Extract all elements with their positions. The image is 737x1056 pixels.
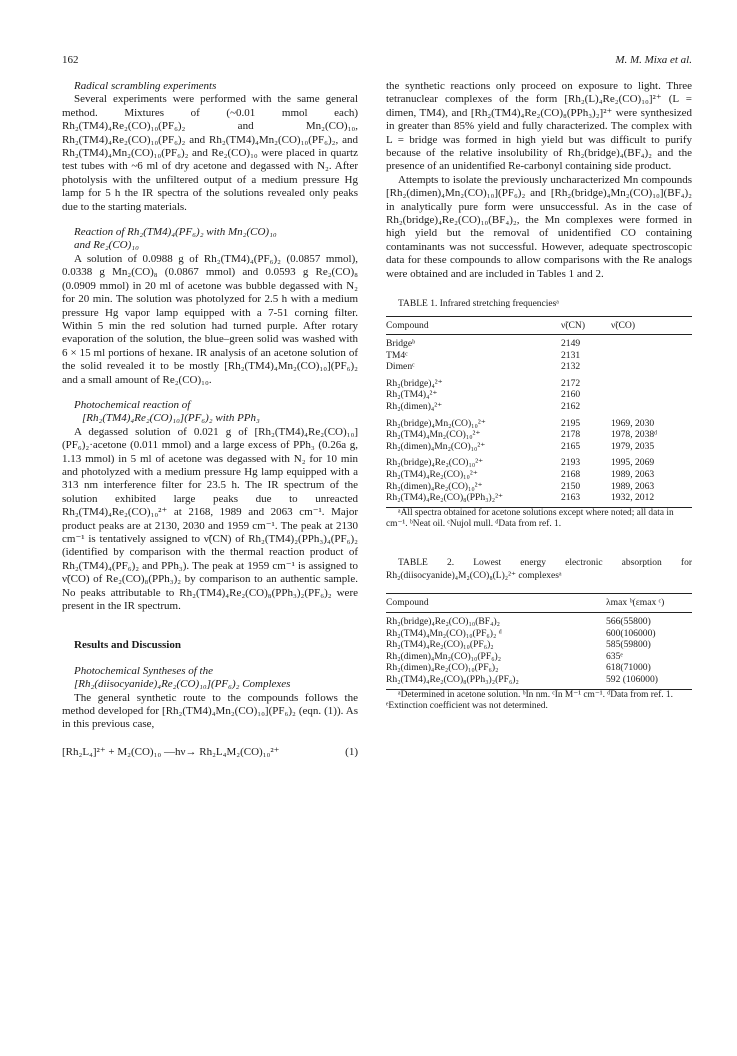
table-cell: 1995, 2069 [611,457,655,469]
table-row [386,651,692,663]
running-head: M. M. Mixa et al. [615,54,692,66]
table-cell: 2150 [561,480,581,492]
paragraph-reaction: A solution of 0.0988 g of Rh₂(TM4)₄(PF₆)₂ (0.0857 mmol), 0.0338 g Mn₂(CO)₈ (0.0867 mmol) and 0.0593 g Re₂(CO)₈ (0.0909 mmol) in 20 ml of acetone was bubble degassed with N₂ for 20 min. The solution was photolyzed for 2.5 h with a medium pressure Hg vapor lamp equipped with a 7-51 corning filter. Within 5 min the red solution had turned purple. After rotary evaporation of the solution, the blue–green solid was washed with 6 × 15 ml portions of hexane. IR analysis of an acetone solution of the solid revealed it to be mostly [Rh₂(TM4)₄Mn₂(CO)₁₀](PF₆)₂ and a small amount of Re₂(CO)₁₀. [62,252,358,386]
table-2-header-lambda: λmax ᵇ(εmax ᶜ) [606,594,692,613]
table-cell [611,389,692,401]
table-cell [611,350,692,362]
table-cell: Rh₂(TM4)₄Re₂(CO)₁₀(PF₆)₂ [386,639,494,651]
table-row [386,418,692,430]
table-cell: 2162 [561,401,581,413]
table-row [386,674,692,689]
table-cell: 2178 [561,429,581,441]
table-cell: 635ᵉ [606,650,623,662]
table-cell: Rh₂(bridge)₄Mn₂(CO)₁₀²⁺ [386,417,486,429]
table-cell: 585(59800) [606,639,651,651]
table-cell [611,335,692,350]
table-cell: Rh₂(TM4)₄Mn₂(CO)₁₀²⁺ [386,429,481,441]
table-row [386,389,692,401]
table-row [386,429,692,441]
table-1-grid [386,316,692,508]
table-cell: Rh₂(dimen)₄Re₂(CO)₁₀²⁺ [386,480,483,492]
table-cell: Rh₂(dimen)₄Mn₂(CO)₁₀(PF₆)₂ [386,650,502,662]
right-column [386,80,692,712]
table-1-header-cn: ν̃(CN) [561,316,611,335]
table-cell: Dimenᶜ [386,361,415,373]
table-cell: Rh₂(TM4)₄Re₂(CO)₈(PPh₃)₂(PF₆)₂ [386,674,606,689]
table-1-header-compound: Compound [386,316,561,335]
table-2-header-compound: Compound [386,594,606,613]
table-1-footnote: ᵃAll spectra obtained for acetone solutions except where noted; all data in cm⁻¹. ᵇNeat oil. ᶜNujol mull. ᵈData from ref. 1. [386,507,674,530]
equation-1 [62,746,358,759]
section-heading-reaction-line1: Reaction of Rh₂(TM4)₄(PF₆)₂ with Mn₂(CO)₁₀ [74,226,277,239]
table-2-header-row [386,594,692,613]
equation-text: [Rh₂L₄]²⁺ + M₂(CO)₁₀ —hν→ Rh₂L₄M₂(CO)₁₀²⁺ [62,745,280,758]
table-cell: 618(71000) [606,662,651,674]
table-cell: Rh₂(TM4)₄Re₂(CO)₈(PPh₃)₂²⁺ [386,492,561,507]
table-cell [611,361,692,378]
table-cell: 2160 [561,389,581,401]
table-2-grid [386,593,692,689]
table-cell: Rh₂(bridge)₄Re₂(CO)₁₀(BF₄)₂ [386,616,501,628]
table-row [386,639,692,651]
table-cell: 1989, 2063 [611,469,655,481]
left-column [62,80,358,759]
table-row [386,401,692,418]
paragraph-continued: the synthetic reactions only proceed on exposure to light. Three tetranuclear complexes of the form [Rh₂(L)₄Re₂(CO)₁₀]²⁺ (L = dimen, TM4), and [Rh₂(TM4)₄Re₂(CO)₈(PPh₃)₂]²⁺ were synthesized in greater than 85% yield and fully characterized. The complex with L = bridge was formed in high yield but was difficult to purify because of the relative insolubility of Rh₂(bridge)₄(BF₄)₂ and the presence of an unidentified Re-carbonyl containing side product. [386,80,692,173]
paragraph-mn-compounds: Attempts to isolate the previously uncharacterized Mn compounds [Rh₂(dimen)₄Mn₂(CO)₁₀](PF₆)₂ and [Rh₂(bridge)₄Mn₂(CO)₁₀](BF₄)₂ in analytically pure form were unsuccessful. As in the case of Rh₂(bridge)₄Re₂(CO)₁₀(BF₄)₂, the Mn complexes were formed in high yield but the removal of unidentified CO containing contaminants was not successful. However, adequate spectroscopic data for these compounds to allow comparisons with the Re analogs were obtained and are included in Tables 1 and 2. [386,173,692,280]
table-1-header-row [386,316,692,335]
table-cell: Bridgeᵇ [386,338,416,350]
table-1-title: TABLE 1. Infrared stretching frequenciesᵃ [398,299,559,310]
table-row [386,481,692,493]
table-2-footnote: ᵃDetermined in acetone solution. ᵇIn nm. ᶜIn M⁻¹ cm⁻¹. ᵈData from ref. 1. ᵉExtinction coefficient was not determined. [386,689,673,711]
table-cell: 2172 [561,377,581,389]
table-1 [386,298,692,531]
table-cell: 2149 [561,338,581,350]
table-row [386,662,692,674]
table-cell: 2163 [561,492,611,507]
subsection-heading-syntheses-line2: [Rh₂(diisocyanide)₄Re₂(CO)₁₀](PF₆)₂ Complexes [74,678,291,691]
page-number: 162 [62,54,79,66]
table-row [386,469,692,481]
table-cell: 2195 [561,417,581,429]
paragraph-radical-scrambling: Several experiments were performed with the same general method. Mixtures of (~0.01 mmol each) Rh₂(TM4)₄Re₂(CO)₁₀(PF₆)₂ and Mn₂(CO)₁₀, Rh₂(TM4)₄Re₂(CO)₁₀(PF₆)₂ and Rh₂(TM4)₄Mn₂(CO)₁₀(PF₆)₂, and Rh₂(TM4)₄Mn₂(CO)₁₀(PF₆)₂ and Re₂(CO)₁₀ were placed in quartz test tubes with ~6 ml of dry acetone and degassed with N₂. After photolysis with the unfiltered output of a medium pressure Hg lamp for 5 h the IR spectra of the solutions revealed only peaks due to the starting materials. [62,93,358,213]
table-cell: Rh₂(dimen)₄Mn₂(CO)₁₀²⁺ [386,440,486,452]
table-cell: Rh₂(dimen)₄²⁺ [386,401,443,413]
section-heading-photochemical-line1: Photochemical reaction of [74,398,191,411]
table-cell [611,378,692,390]
equation-number: (1) [345,745,358,758]
table-row [386,350,692,362]
table-cell: Rh₂(TM4)₄Re₂(CO)₁₀²⁺ [386,469,478,481]
table-row [386,613,692,628]
table-row [386,378,692,390]
table-cell: 2132 [561,361,581,373]
table-1-header-co: ν̃(CO) [611,316,692,335]
table-cell: 1978, 2038ᵈ [611,429,658,441]
table-row [386,441,692,458]
paragraph-photochemical: A degassed solution of 0.021 g of [Rh₂(TM4)₄Re₂(CO)₁₀](PF₆)₂·acetone (0.011 mmol) and a large excess of PPh₃ (0.26a g, 1.13 mmol) in 5 ml of acetone was degassed with N₂ for 10 min and photolyzed with a medium pressure Hg lamp equipped with a 313 nm interference filter for 23.5 h. The IR spectrum of the solution exhibited large peaks due to unreacted Rh₂(TM4)₄Re₂(CO)₁₀²⁺ at 2168, 1989 and 2063 cm⁻¹. Major product peaks are at 2130, 2030 and 1959 cm⁻¹. The peak at 2130 cm⁻¹ is tentatively assigned to ν̃(CN) of Rh₂(TM4)₂(PPh₃)₄(PF₆)₂ (identified by comparison with the thermal reaction product of Rh₂(TM4)₄(PF₆)₂ and PPh₃). The peak at 1959 cm⁻¹ is assigned to ν̃(CO) of Re₂(CO)₈(PPh₃)₂ by comparison to an authentic sample. No peaks attributable to Rh₂(TM4)₄Re₂(CO)₈(PPh₃)₂(PF₆)₂ were present in the IR spectrum. [62,425,358,613]
table-cell: Rh₂(dimen)₄Re₂(CO)₁₀(PF₆)₂ [386,662,499,674]
table-cell: 1969, 2030 [611,417,655,429]
table-cell: Rh₂(TM4)₄²⁺ [386,389,438,401]
table-cell: 2193 [561,457,581,469]
table-row [386,628,692,640]
section-heading-photochemical-line2: [Rh₂(TM4)₄Re₂(CO)₁₀](PF₆)₂ with PPh₃ [82,412,260,425]
table-cell: 2168 [561,469,581,481]
table-cell: TM4ᶜ [386,349,408,361]
paragraph-syntheses: The general synthetic route to the compounds follows the method developed for [Rh₂(TM4)₄Mn₂(CO)₁₀](PF₆)₂ (eqn. (1)). As in this previous case, [62,691,358,731]
section-heading-radical-scrambling: Radical scrambling experiments [74,80,217,92]
table-cell [611,401,692,418]
section-heading-reaction-line2: and Re₂(CO)₁₀ [74,239,139,252]
subsection-heading-syntheses-line1: Photochemical Syntheses of the [74,664,213,677]
table-cell: 2131 [561,349,581,361]
table-cell: 1979, 2035 [611,440,655,452]
table-cell: Rh₂(bridge)₄Re₂(CO)₁₀²⁺ [386,457,484,469]
table-cell: 600(106000) [606,627,656,639]
table-row [386,361,692,378]
table-2-title: TABLE 2. Lowest energy electronic absorption for Rh₂(diisocyanide)₄M₂(CO)₈(L)₂²⁺ complexesᵃ [386,557,692,582]
table-row [386,492,692,507]
table-cell: 592 (106000) [606,674,692,689]
table-2 [386,557,692,713]
table-cell: 2165 [561,440,581,452]
section-heading-results: Results and Discussion [74,639,181,652]
table-cell: 566(55800) [606,616,651,628]
table-cell: 1932, 2012 [611,492,692,507]
table-cell: Rh₂(TM4)₄Mn₂(CO)₁₀(PF₆)₂ ᵈ [386,627,502,639]
table-row [386,457,692,469]
table-cell: Rh₂(bridge)₄²⁺ [386,377,443,389]
table-row [386,335,692,350]
table-cell: 1989, 2063 [611,480,655,492]
